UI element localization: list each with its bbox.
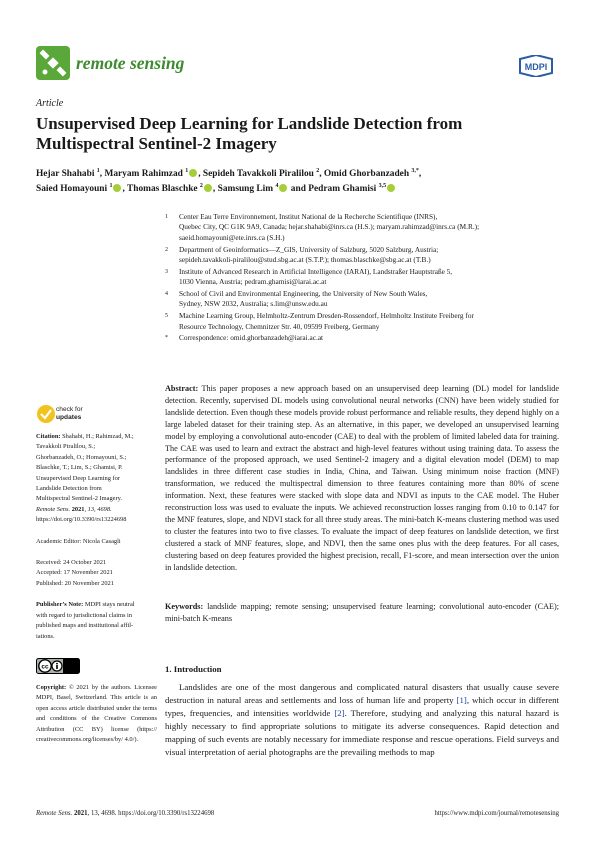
abstract-label: Abstract: [165,384,199,393]
reference-link[interactable]: [2] [334,707,345,718]
mdpi-logo-icon [516,55,556,77]
author-name: Samsung Lim [217,184,274,194]
cc-label: cc [41,663,49,671]
affiliation-line: School of Civil and Environmental Engineering, the University of New South Wales, [179,289,428,299]
affiliation-number: 1 [165,214,168,220]
affiliation-item [165,311,560,332]
citation-line: Multispectral Sentinel-2 Imagery. [36,495,123,503]
author-list: Hejar Shahabi $^1$, Maryam Rahimzad $^1$ , Sepideh Tavakkoli Piralilou $^2$, Omid Ghorbanzadeh $^{3,*}$, Saied Homayouni $^1$ , Thomas Blaschke $^2$ , Samsung Lim $^4$ and Pedram Ghamisi $^{3,5}$ [36,167,422,194]
author-name: Omid Ghorbanzadeh [323,169,410,179]
footer-year: 2021 [73,810,88,817]
affiliation-number: 5 [165,313,168,320]
intro-text: , which occur in different types, frequencies, and intensities worldwide [165,694,559,718]
abstract-text: This paper proposes a new approach based on an unsupervised deep learning (DL) model for landslide detection. Recently, supervised DL models using convolutional neural networks (CNN) have been widely studied for landslide detection. Even though these models provide robust performance and reliable results, they depend highly on a large labeled dataset for their training step. As an alternative, in this paper, we developed an unsupervised learning model by employing a convolutional auto-encoder (CAE) to deal with the problem of limited labeled data for training. The CAE was used to learn and extract the abstract and high-level features without using training data. To assess the performance of the proposed approach, we used Sentinel-2 imagery and a digital elevation model (DEM) to map landslides in three different case studies in India, China, and Taiwan. Using minimum noise fraction (MNF) transformation, we reduced the multispectral dimension to three features containing more than 80% of scene information. Next, these features were stacked with slope data and NDVI as inputs to the CAE model. The Huber reconstruction loss was used to evaluate the inputs. We achieved reconstruction losses ranging from 0.10 to 0.147 for the MNF features, slope, and NDVI stack for all three study areas. The mini-batch K-means clustering method was used to cluster the features into two to five classes. To evaluate the impact of deep features on landslide detection, we first clustered a stack of MNF features, slope, and NDVI, then the same ones plus with the deep features. For all cases, clustering based on deep features provided the highest precision, recall, F1-score, and mean intersection over the union in landslide detection. [165,384,559,572]
footer-journal: Remote Sens. [36,810,73,817]
affiliation-number: * [165,335,168,342]
copyright-notice [36,683,157,745]
author-name: Hejar Shahabi [36,169,95,179]
check-for-updates-button[interactable] [36,404,106,426]
affiliation-marker: 3,* [411,167,419,174]
creative-commons-license-icon[interactable] [36,658,80,674]
affiliation-marker: 3,5 [378,182,387,189]
citation-year: 2021 [71,505,85,513]
affiliation-line: sepideh.tavakkoli-piralilou@stud.sbg.ac.at (S.T.P.); thomas.blaschke@sbg.ac.at (T.B.) [179,255,431,265]
citation [36,432,158,526]
author-name: Maryam Rahimzad [104,169,183,179]
paper-title: Unsupervised Deep Learning for Landslide Detection from Multispectral Sentinel-2 Imagery [36,114,463,153]
orcid-icon[interactable] [113,184,121,192]
check-updates-line: check for [56,406,83,413]
citation-line: Ghorbanzadeh, O.; Homayouni, S.; [36,453,127,461]
affiliation-number: 4 [165,291,168,298]
affiliation-marker: 4 [275,182,279,189]
affiliation-marker: 1 [96,167,100,174]
accepted-date: Accepted: 17 November 2021 [36,569,113,577]
affiliation-line: Institute of Advanced Research in Artificial Intelligence (IARAI), Landstraßer Hauptstraße 5, [179,266,453,276]
abstract [165,383,559,574]
footer-citation [36,810,214,817]
affiliation-number: 3 [165,268,168,275]
affiliation-marker: 1 [185,167,189,174]
keywords-label: Keywords: [165,602,204,611]
affiliation-line: Resource Technology, Chemnitzer Str. 40, 09599 Freiberg, Germany [179,321,380,331]
intro-paragraph [165,681,559,758]
footer-doi[interactable]: , 13, 4698. https://doi.org/10.3390/rs13224698 [87,810,215,817]
orcid-icon[interactable] [387,184,395,192]
publisher-name: MDPI [524,62,548,72]
orcid-icon[interactable] [279,184,287,192]
author-name: Saied Homayouni [36,184,108,194]
copyright-text: © 2021 by the authors. Licensee MDPI, Basel, Switzerland. This article is an open access article distributed under the terms and conditions of the Creative Commons Attribution (CC BY) license (https:// creativecommons.org/licenses/by/ 4.0/). [36,684,157,744]
section-heading: 1. Introduction [165,664,222,674]
affiliation-line: Sydney, NSW 2032, Australia; s.lim@unsw.edu.au [179,299,328,309]
check-for-updates-label [56,406,83,421]
journal-name: remote sensing [76,53,185,73]
affiliation-line: Department of Geoinformatics—Z_GIS, University of Salzburg, 5020 Salzburg, Austria; [179,244,439,254]
citation-line: Landslide Detection from [36,485,102,493]
citation-doi-link[interactable]: https://doi.org/10.3390/rs13224698 [36,516,127,524]
affiliation-marker: 1 [109,182,113,189]
author-name: Sepideh Tavakkoli Piralilou [202,169,314,179]
affiliation-item [165,267,560,288]
author-name: Thomas Blaschke [126,184,198,194]
citation-label: Citation: [36,433,61,440]
affiliation-line: Quebec City, QC G1K 9A9, Canada; hejar.shahabi@inrs.ca (H.S.); maryam.rahimzad@inrs.ca (M.R.); [179,222,480,232]
check-updates-line: updates [56,413,82,421]
citation-journal: Remote Sens. [36,505,71,513]
keywords-text: landslide mapping; remote sensing; unsupervised feature learning; convolutional auto-encoder (CAE); mini-batch K-means [165,602,559,623]
affiliation-line: saeid.homayouni@ete.inrs.ca (S.H.) [179,232,285,242]
academic-editor: Academic Editor: Nicola Casagli [36,537,121,545]
affiliation-line: 1030 Vienna, Austria; pedram.ghamisi@iarai.ac.at [179,277,327,287]
keywords [165,601,559,625]
reference-link[interactable]: [1] [456,694,467,705]
publisher-note [36,600,158,642]
copyright-label: Copyright: [36,684,67,691]
citation-line: Blaschke, T.; Lim, S.; Ghamisi, P. [36,464,123,472]
citation-line: Unsupervised Deep Learning for [36,474,120,482]
affiliation-line: Center Eau Terre Environnement, Institut National de la Recherche Scientifique (INRS), [179,212,438,221]
publisher-note-line: published maps and institutional affil- [36,622,134,630]
article-sidebar [36,432,158,642]
published-date: Published: 20 November 2021 [36,579,114,587]
citation-line: Tavakkoli Piralilou, S.; [36,443,96,451]
remote-sensing-logo-icon [36,46,70,80]
publisher-note-line: iations. [36,632,55,640]
received-date: Received: 24 October 2021 [36,559,107,567]
article-type: Article [36,98,64,109]
affiliation-line: Correspondence: omid.ghorbanzadeh@iarai.ac.at [179,333,324,343]
affiliation-item [165,245,560,266]
intro-text: Landslides are one of the most dangerous and complicated natural disasters that usually cause severe destruction in natural areas and settlements and loss of human life and property [165,682,559,705]
orcid-icon[interactable] [204,184,212,192]
affiliation-marker: 2 [316,167,320,174]
publisher-note-line: MDPI stays neutral [83,601,135,609]
publisher-note-line: with regard to jurisdictional claims in [36,611,133,619]
affiliation-marker: 2 [199,182,203,189]
affiliations [165,212,560,345]
affiliation-number: 2 [165,246,168,253]
affiliation-item [165,289,560,310]
citation-line: Shahabi, H.; Rahimzad, M.; [62,433,134,440]
check-for-updates-icon [36,404,56,424]
affiliation-item [165,212,560,243]
affiliation-line: Machine Learning Group, Helmholtz-Zentrum Dresden-Rossendorf, Helmholtz Institute Freiberg for [179,311,474,321]
orcid-icon[interactable] [189,169,197,177]
affiliation-item [165,333,560,343]
intro-text: . Therefore, studying and analyzing this natural hazard is highly necessary to find appropriate solutions to mitigate its adverse consequences. Rapid detection and mapping of such events are notably necessary for immediate response and rescue operations. Field surveys and visual interpretation of aerial photographs are the prevailing methods to map [165,707,559,757]
author-name: Pedram Ghamisi [308,184,377,194]
publisher-note-label: Publisher’s Note: [36,601,84,609]
citation-volume: , 13, 4698. [84,505,112,513]
footer-journal-url[interactable]: https://www.mdpi.com/journal/remotesensing [434,810,559,817]
